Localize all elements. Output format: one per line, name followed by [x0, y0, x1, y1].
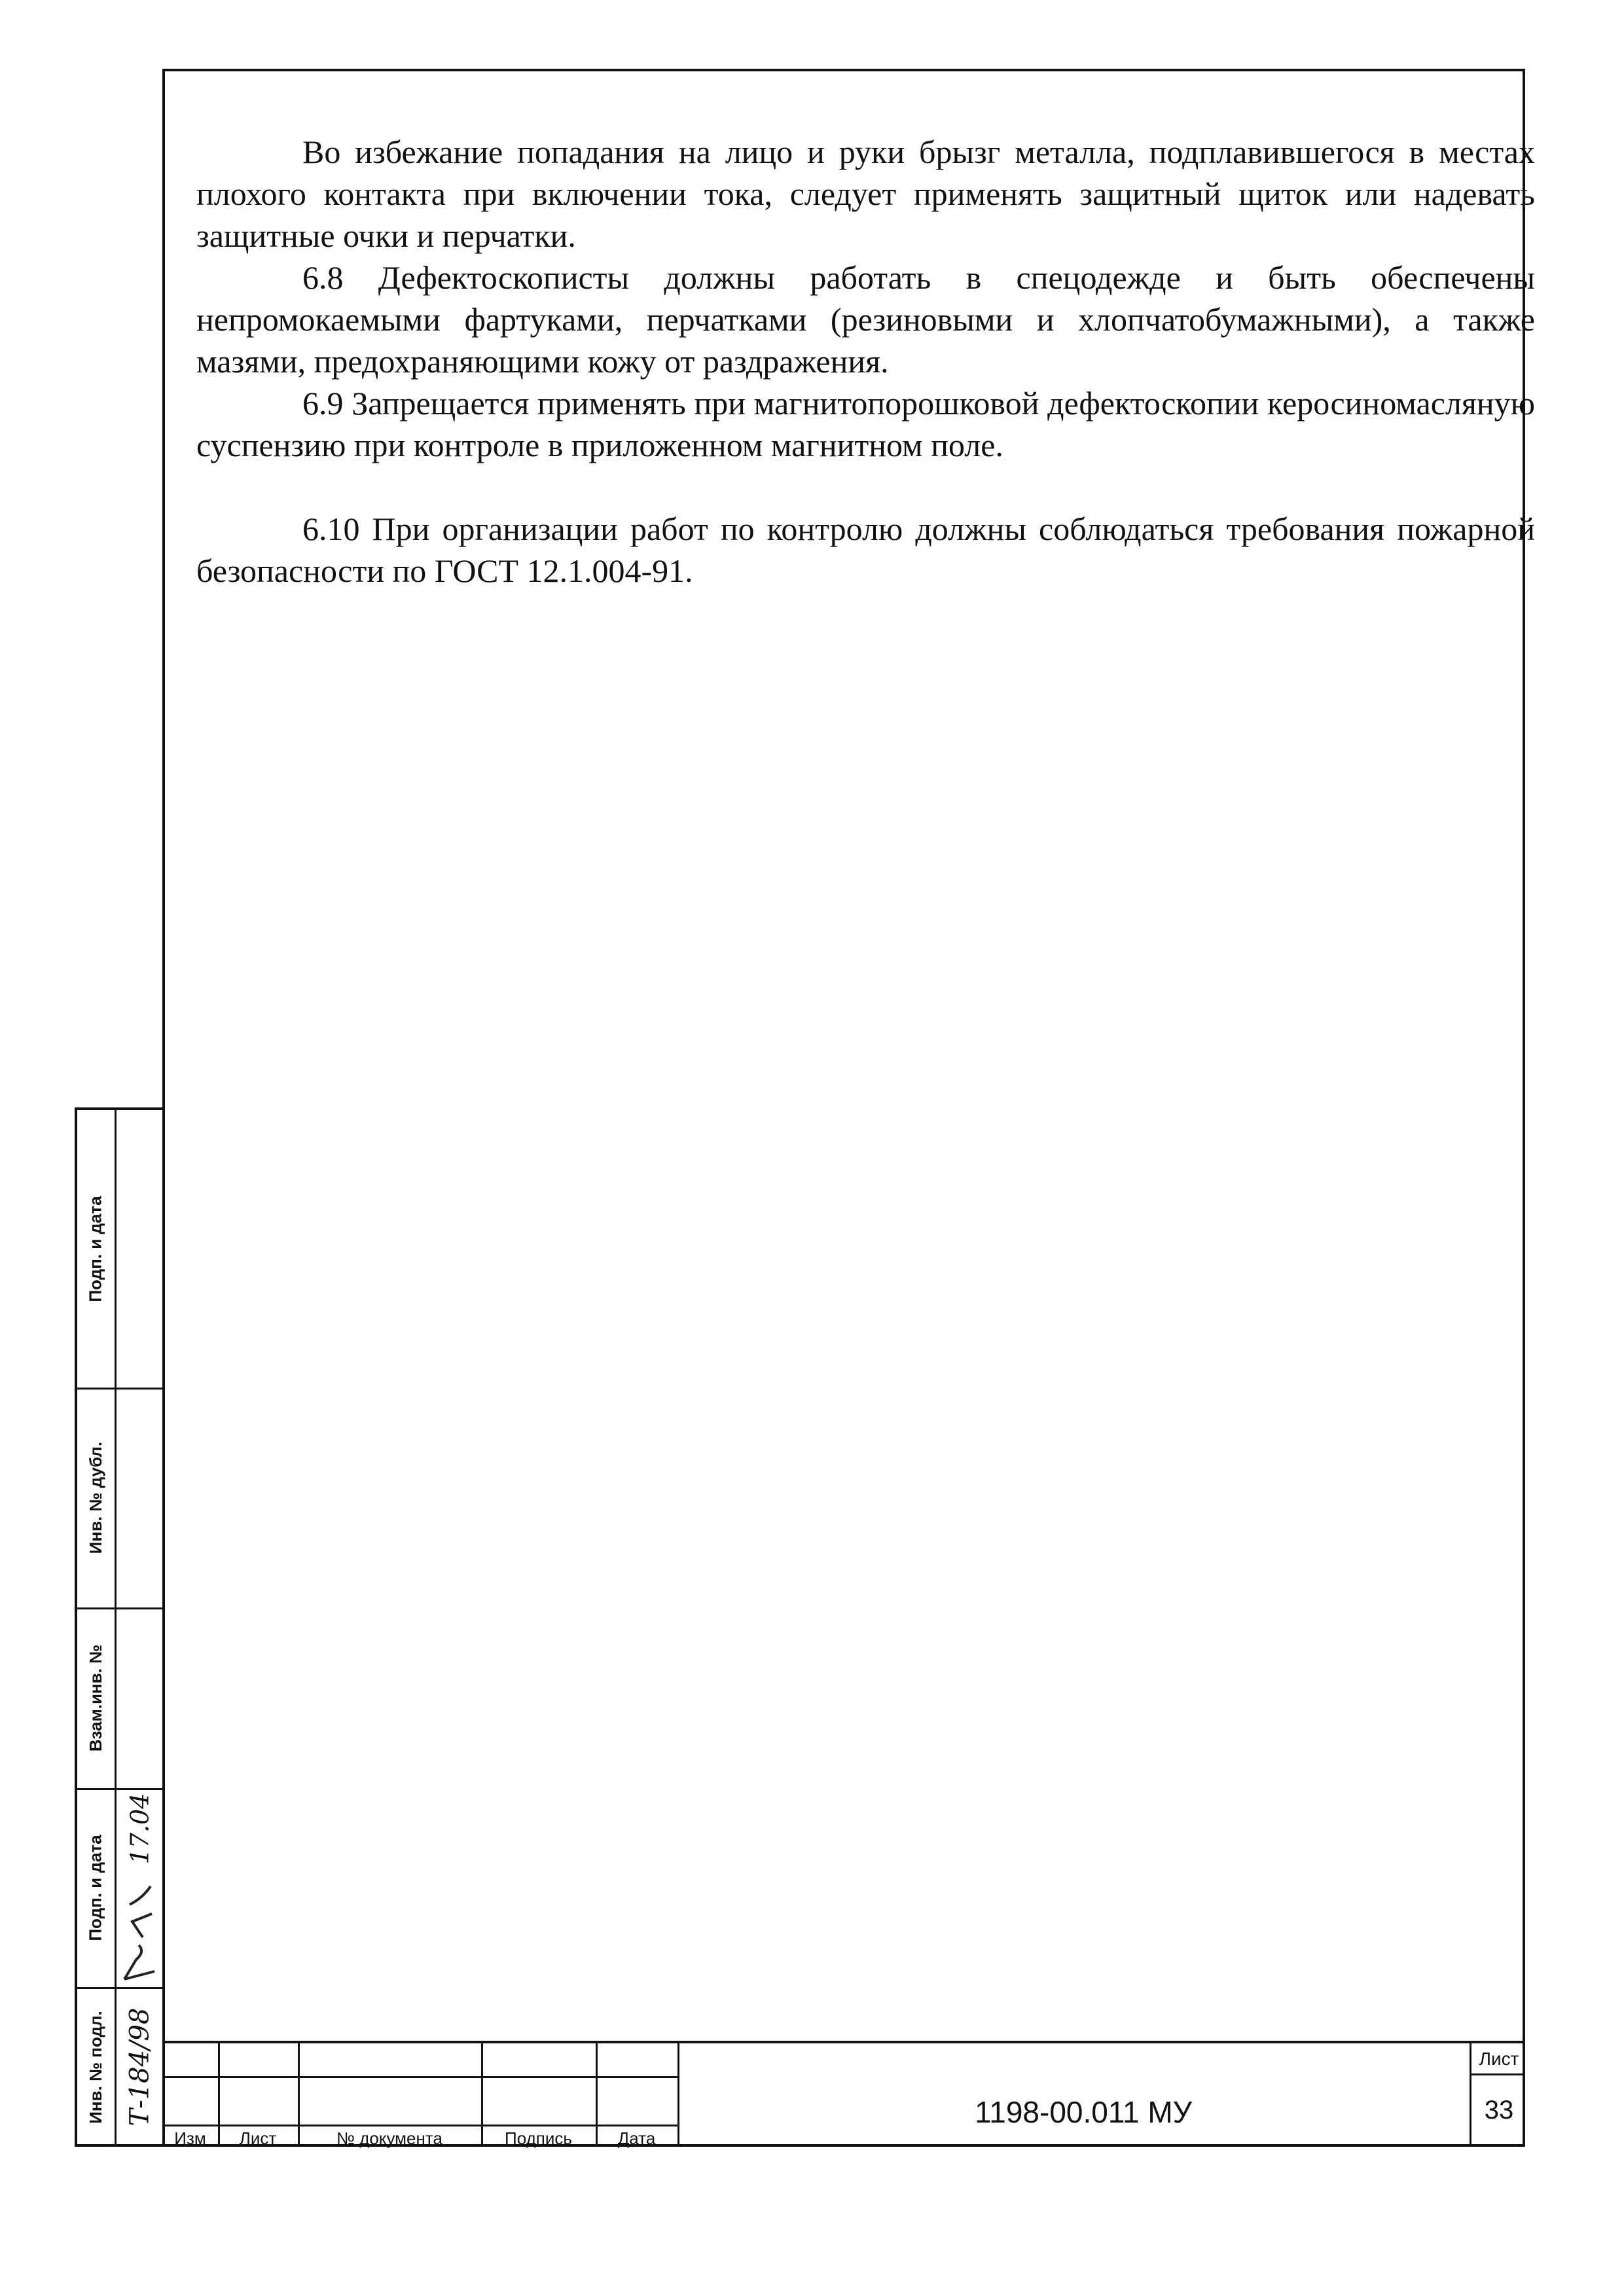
side-label-vzam-inv: Взам.инв. № — [86, 1644, 106, 1751]
side-label-inv-dubl: Инв. № дубл. — [86, 1441, 105, 1554]
tb-label-date: Дата — [617, 2128, 656, 2148]
tb-row-line — [162, 2125, 677, 2126]
handwritten-signature-date: 17.04 — [117, 1788, 162, 1987]
paragraph-safety-splashes: Во избежание попадания на лицо и руки брызг металла, подплавившегося в местах плохого контакта при включении тока, следует применять защитный щиток или надевать защитные очки и перчатки. — [196, 134, 1535, 254]
title-block — [162, 2041, 1525, 2147]
paragraph-6-9: 6.9 Запрещается применять при магнитопорошковой дефектоскопии керосиномасляную суспензию при контроле в приложенном магнитном поле. — [196, 385, 1535, 463]
sheet-label: Лист — [1479, 2049, 1519, 2069]
paragraph-6-8: 6.8 Дефектоскописты должны работать в спецодежде и быть обеспечены непромокаемыми фартуками, перчатками (резиновыми и хлопчатобумажными), а также мазями, предохраняющими кожу от раздражения. — [196, 259, 1535, 380]
document-body — [196, 131, 1535, 592]
side-label-sign-date-top: Подп. и дата — [86, 1195, 105, 1302]
side-label-inv-podl: Инв. № подл. — [86, 2010, 105, 2124]
tb-label-change: Изм — [174, 2128, 206, 2148]
tb-row-line — [1470, 2073, 1525, 2075]
side-stamp-table — [75, 1107, 162, 2147]
tb-label-sheet: Лист — [239, 2128, 277, 2148]
handwritten-inventory-number: Т-184/98 — [124, 2007, 155, 2126]
side-label-sign-date: Подп. и дата — [86, 1834, 105, 1941]
document-code: 1198-00.011 МУ — [975, 2095, 1192, 2129]
tb-label-signature: Подпись — [505, 2128, 572, 2148]
sheet-number: 33 — [1484, 2096, 1514, 2125]
tb-row-line — [162, 2076, 677, 2078]
paragraph-6-10: 6.10 При организации работ по контролю должны соблюдаться требования пожарной безопасности по ГОСТ 12.1.004-91. — [196, 511, 1535, 589]
tb-label-document-no: № документа — [336, 2128, 442, 2148]
